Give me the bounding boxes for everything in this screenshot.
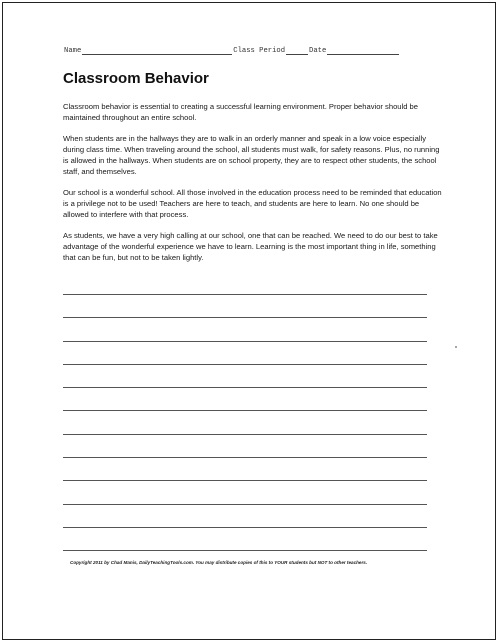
writing-line <box>63 294 427 295</box>
paragraph-intro: Classroom behavior is essential to creating a successful learning environment. Proper behavior should be maintained throughout an entire school. <box>63 102 418 122</box>
student-info-header <box>64 47 444 55</box>
writing-line <box>63 457 427 458</box>
writing-line <box>63 504 427 505</box>
date-label: Date <box>309 47 327 55</box>
writing-line <box>63 550 427 551</box>
name-blank <box>82 47 232 55</box>
copyright-notice: Copyright 2011 by Chad Manis, DailyTeachingTools.com. You may distribute copies of this to YOUR students but NOT to other teachers. <box>70 560 368 565</box>
writing-line <box>63 387 427 388</box>
writing-line <box>63 364 427 365</box>
paragraph-school: Our school is a wonderful school. All those involved in the education process need to be reminded that education is a privilege not to be used! Teachers are here to teach, and students are here to learn. No one should be allowed to interfere with that process. <box>63 188 442 219</box>
paragraph-students: As students, we have a very high calling at our school, one that can be reached. We need to do our best to take advantage of the wonderful experience we have to learn. Learning is the most important thing in life, something that can be fun, but not to be taken lightly. <box>63 231 438 262</box>
date-blank <box>327 47 399 55</box>
name-label: Name <box>64 47 82 55</box>
writing-line <box>63 527 427 528</box>
writing-line <box>63 480 427 481</box>
class-period-label: Class Period <box>233 47 286 55</box>
writing-line <box>63 434 427 435</box>
paragraph-hallways: When students are in the hallways they are to walk in an orderly manner and speak in a low voice especially during class time. When traveling around the school, all students must walk, for safety reasons. Plus, no running is allowed in the hallways. When students are on school property, they are to respect other students, the school staff, and themselves. <box>63 134 440 176</box>
writing-lines-area <box>63 294 427 574</box>
writing-line <box>63 410 427 411</box>
page-title: Classroom Behavior <box>63 70 209 87</box>
scan-speck <box>455 346 457 348</box>
writing-line <box>63 317 427 318</box>
writing-line <box>63 341 427 342</box>
body-text <box>63 101 445 273</box>
class-period-blank <box>286 47 308 55</box>
